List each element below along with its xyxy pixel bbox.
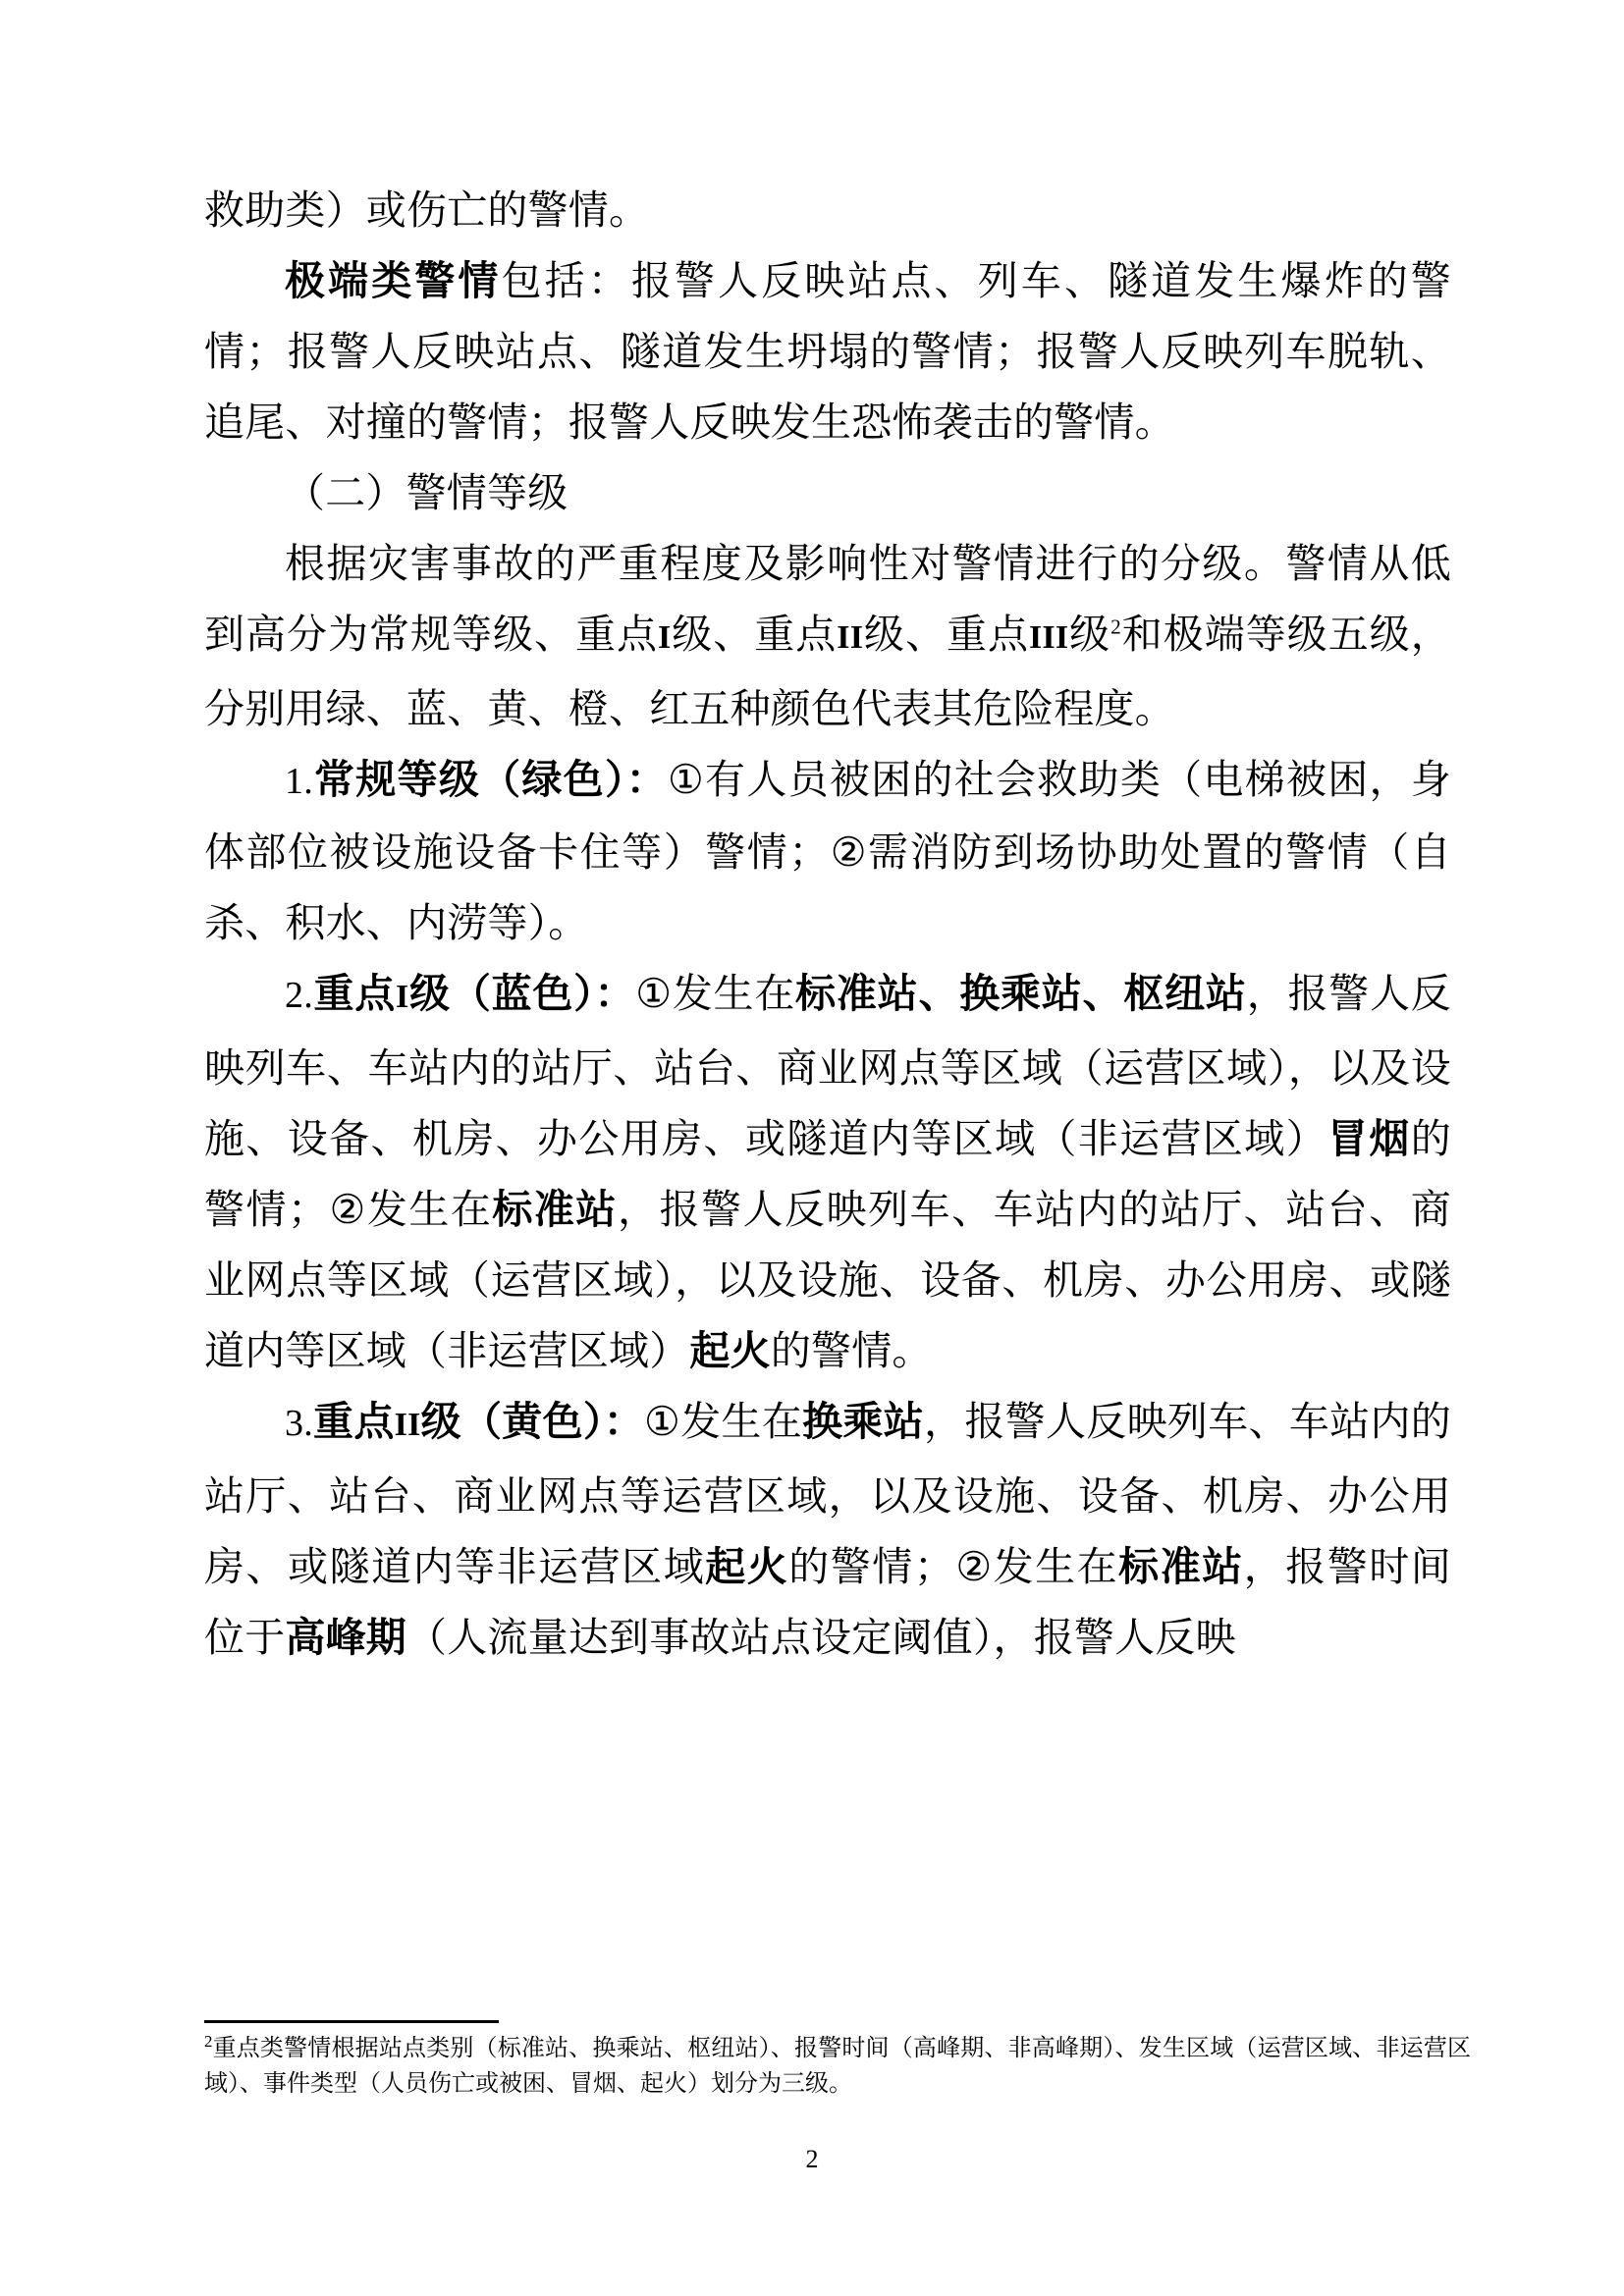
- p6-text-5: 的警情。: [770, 1328, 933, 1373]
- p6-roman-1: I: [396, 979, 409, 1015]
- p7-text-1: ①发生在: [644, 1399, 803, 1444]
- paragraph-2-lead-bold: 极端类警情: [285, 258, 502, 303]
- p7-lead-bold-2: 级（黄色）：: [420, 1399, 645, 1444]
- footnote-body: 重点类警情根据站点类别（标准站、换乘站、枢纽站）、报警时间（高峰期、非高峰期）、发生区域（运营区域、非运营区域）、事件类型（人员伤亡或被困、冒烟、起火）划分为三级。: [204, 2036, 1471, 2097]
- page-number: 2: [805, 2145, 819, 2173]
- list-item-2-key-level-1: [204, 958, 1451, 1386]
- section-heading-alarm-levels: （二）警情等级: [285, 470, 568, 515]
- p6-text-4: ，报警人反映列车、车站内的站厅、站台、商业网点等区域（运营区域），以及设施、设备、机房、办公用房、或隧道内等区域（非运营区域）: [204, 1187, 1452, 1373]
- p4-text-2: 级、重点: [671, 612, 838, 657]
- paragraph-2-text: 包括：报警人反映站点、列车、隧道发生爆炸的警情；报警人反映站点、隧道发生坍塌的警情；报警人反映列车脱轨、追尾、对撞的警情；报警人反映发生恐怖袭击的警情。: [204, 258, 1452, 445]
- p4-roman-1: I: [658, 619, 672, 656]
- p7-bold-standard-station: 标准站: [1118, 1544, 1244, 1589]
- footnote-reference-marker: 2: [1110, 614, 1121, 639]
- p6-bold-fire: 起火: [689, 1328, 771, 1373]
- p7-text-2: ，报警人反映列车、车站内的站厅、站台、商业网点等运营区域，以及设施、设备、机房、办公用房、或隧道内等非运营区域: [204, 1399, 1451, 1589]
- list-item-1-normal-level: [204, 744, 1451, 958]
- p7-text-3: 的警情；②发生在: [788, 1544, 1119, 1589]
- p6-text-1: ①发生在: [635, 971, 796, 1016]
- document-body: [204, 175, 1451, 1673]
- p4-text-5: 和极端等级五级，分别用绿、蓝、黄、橙、红五种颜色代表其危险程度。: [204, 612, 1451, 731]
- p7-bold-peak-period: 高峰期: [285, 1615, 407, 1660]
- p4-text-3: 级、重点: [863, 612, 1029, 657]
- p4-roman-2: II: [837, 619, 864, 656]
- p6-lead-bold-2: 级（蓝色）：: [408, 971, 636, 1016]
- paragraph-4-level-definition: [204, 528, 1451, 744]
- p6-bold-smoke: 冒烟: [1327, 1116, 1411, 1161]
- p4-text-1: 根据灾害事故的严重程度及影响性对警情进行的分级。警情从低到高分为常规等级、重点: [204, 541, 1451, 657]
- footnote-separator-rule: [204, 2020, 499, 2023]
- paragraph-1: 救助类）或伤亡的警情。: [204, 187, 650, 233]
- list-item-1-lead-bold: 常规等级（绿色）：: [312, 757, 668, 802]
- p4-roman-3: III: [1029, 619, 1069, 656]
- footnote-text: [204, 2031, 1471, 2102]
- p6-bold-standard-station: 标准站: [492, 1187, 618, 1232]
- p7-lead-bold-1: 重点: [312, 1399, 395, 1444]
- p4-text-4: 级: [1068, 612, 1111, 657]
- paragraph-2-extreme-alarms: [204, 245, 1451, 457]
- p7-text-4: ，报警时间位于: [204, 1544, 1452, 1660]
- list-item-3-key-level-2: [204, 1386, 1451, 1673]
- p7-text-5: （人流量达到事故站点设定阈值），报警人反映: [406, 1615, 1236, 1660]
- p6-lead-bold-1: 重点: [312, 971, 397, 1016]
- footnote-section: [204, 2020, 1471, 2102]
- list-number-1: 1.: [285, 761, 313, 802]
- p7-bold-transfer-station: 换乘站: [802, 1399, 925, 1444]
- list-item-1-text: ①有人员被困的社会救助类（电梯被困，身体部位被设施设备卡住等）警情；②需消防到场协助处置的警情（自杀、积水、内涝等）。: [204, 757, 1451, 945]
- list-number-3: 3.: [285, 1403, 313, 1444]
- p6-bold-station-types: 标准站、换乘站、枢纽站: [795, 971, 1247, 1016]
- list-number-2: 2.: [285, 975, 313, 1016]
- p7-bold-fire: 起火: [705, 1544, 789, 1589]
- p6-text-3: 的警情；②发生在: [204, 1116, 1451, 1232]
- footnote-number: 2: [204, 2032, 213, 2051]
- p6-text-2: ，报警人反映列车、车站内的站厅、站台、商业网点等区域（运营区域），以及设施、设备、机房、办公用房、或隧道内等区域（非运营区域）: [204, 971, 1452, 1161]
- p7-roman-1: II: [394, 1407, 421, 1443]
